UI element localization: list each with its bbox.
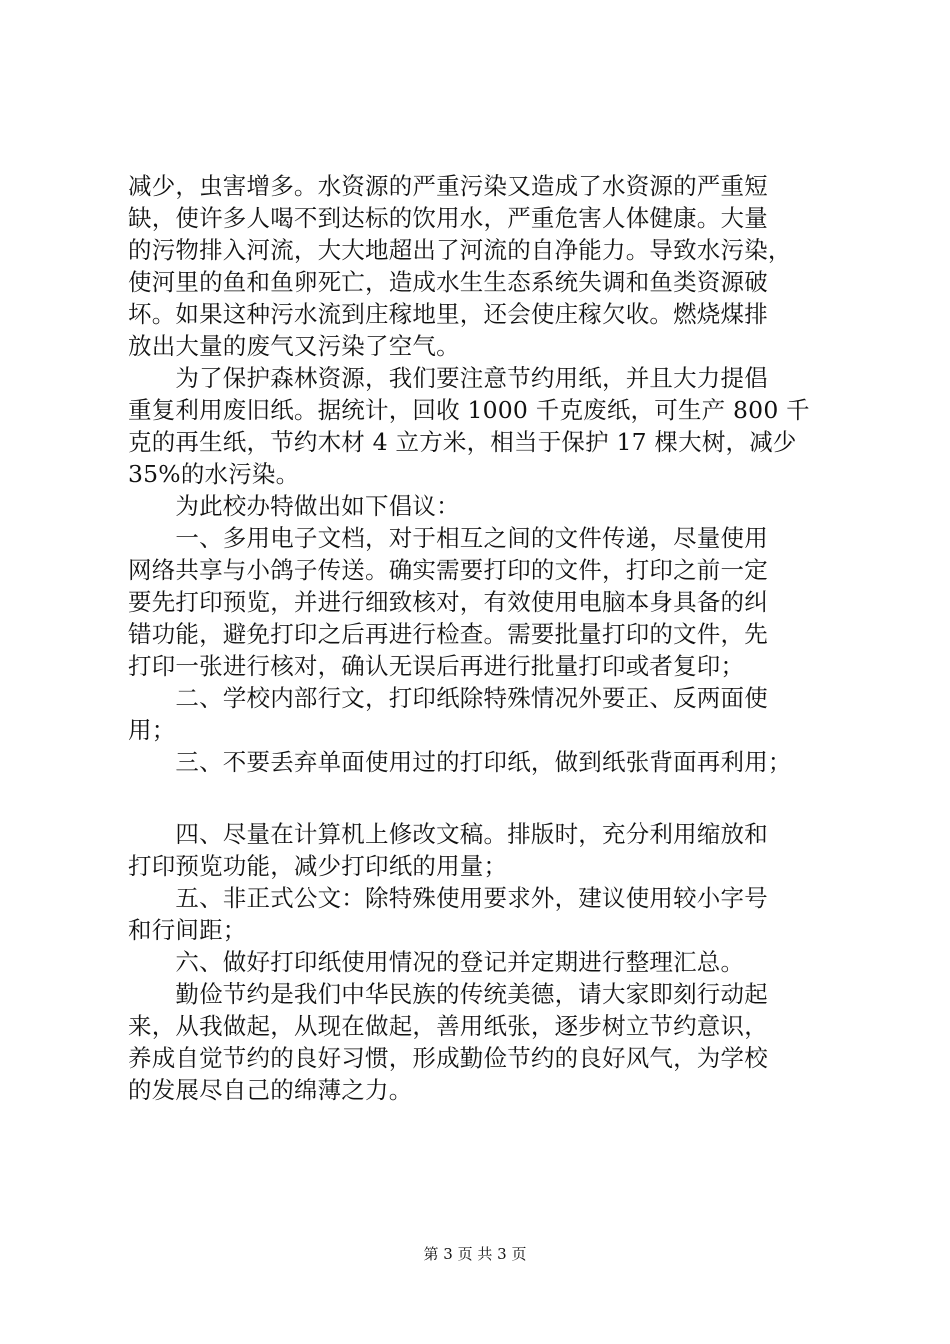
text-line: 来，从我做起，从现在做起，善用纸张，逐步树立节约意识， [128, 1012, 768, 1040]
page-number-label: 第 3 页 共 3 页 [423, 1245, 527, 1263]
text-line: 为此校办特做出如下倡议： [128, 492, 460, 520]
text-line: 克的再生纸，节约木材 4 立方米，相当于保护 17 棵大树，减少 [128, 428, 797, 456]
text-line: 打印预览功能，减少打印纸的用量； [128, 852, 508, 880]
document-body [128, 170, 834, 1106]
text-line: 要先打印预览，并进行细致核对，有效使用电脑本身具备的纠 [128, 588, 768, 616]
page-footer [0, 1244, 950, 1264]
text-line: 勤俭节约是我们中华民族的传统美德，请大家即刻行动起 [128, 980, 768, 1008]
text-line: 的发展尽自己的绵薄之力。 [128, 1076, 413, 1104]
text-line: 缺，使许多人喝不到达标的饮用水，严重危害人体健康。大量 [128, 204, 768, 232]
text-line: 坏。如果这种污水流到庄稼地里，还会使庄稼欠收。燃烧煤排 [128, 300, 768, 328]
text-line: 错功能，避免打印之后再进行检查。需要批量打印的文件，先 [128, 620, 768, 648]
text-line: 的污物排入河流，大大地超出了河流的自净能力。导致水污染， [128, 236, 792, 264]
text-line: 用； [128, 716, 176, 744]
text-line: 一、多用电子文档，对于相互之间的文件传递，尽量使用 [128, 524, 768, 552]
text-line: 三、不要丢弃单面使用过的打印纸，做到纸张背面再利用； [128, 748, 792, 776]
text-line: 网络共享与小鸽子传送。确实需要打印的文件，打印之前一定 [128, 556, 768, 584]
text-line: 和行间距； [128, 916, 247, 944]
text-line: 放出大量的废气又污染了空气。 [128, 332, 460, 360]
text-line: 减少，虫害增多。水资源的严重污染又造成了水资源的严重短 [128, 172, 768, 200]
text-line: 养成自觉节约的良好习惯，形成勤俭节约的良好风气，为学校 [128, 1044, 768, 1072]
text-line: 使河里的鱼和鱼卵死亡，造成水生生态系统失调和鱼类资源破 [128, 268, 768, 296]
text-line: 二、学校内部行文，打印纸除特殊情况外要正、反两面使 [128, 684, 768, 712]
text-line: 六、做好打印纸使用情况的登记并定期进行整理汇总。 [128, 948, 745, 976]
text-line: 35%的水污染。 [128, 460, 300, 488]
text-line: 重复利用废旧纸。据统计，回收 1000 千克废纸，可生产 800 千 [128, 396, 810, 424]
text-line: 打印一张进行核对，确认无误后再进行批量打印或者复印； [128, 652, 745, 680]
text-line: 为了保护森林资源，我们要注意节约用纸，并且大力提倡 [128, 364, 768, 392]
text-line: 五、非正式公文：除特殊使用要求外，建议使用较小字号 [128, 884, 768, 912]
text-line: 四、尽量在计算机上修改文稿。排版时，充分利用缩放和 [128, 820, 768, 848]
blank-line [128, 778, 834, 818]
